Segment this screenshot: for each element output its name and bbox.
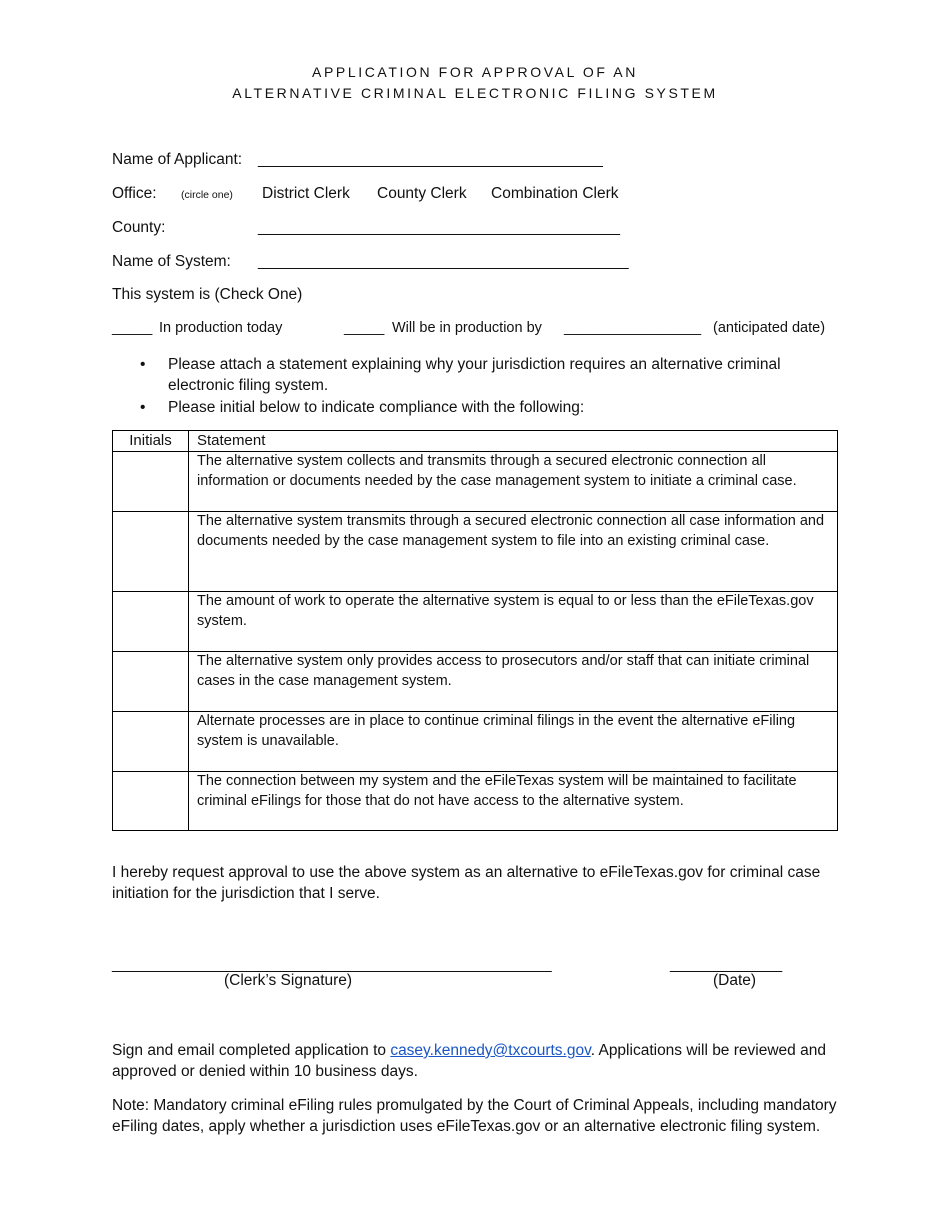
future-production-label: Will be in production by <box>392 320 542 336</box>
office-option-combination-clerk[interactable]: Combination Clerk <box>491 185 619 202</box>
document-title-line-1: APPLICATION FOR APPROVAL OF AN <box>312 64 638 80</box>
initials-cell[interactable] <box>113 712 189 772</box>
statement-column-header: Statement <box>189 431 838 452</box>
document-title-line-2: ALTERNATIVE CRIMINAL ELECTRONIC FILING SYSTEM <box>232 85 718 101</box>
clerk-signature-label: (Clerk’s Signature) <box>224 972 353 989</box>
system-name-label: Name of System: <box>112 253 231 270</box>
initials-cell[interactable] <box>113 772 189 831</box>
table-row <box>113 652 838 712</box>
initials-cell[interactable] <box>113 452 189 512</box>
office-hint: (circle one) <box>181 189 233 201</box>
in-production-today-label: In production today <box>159 320 283 336</box>
signature-date-label: (Date) <box>713 972 757 989</box>
office-label: Office: <box>112 185 157 202</box>
clerk-signature-field[interactable]: ___________________________________________________ <box>112 956 552 973</box>
approval-request-text: I hereby request approval to use the above system as an alternative to eFileTexas.gov for criminal case initiation for the jurisdiction that I serve. <box>112 864 821 902</box>
statement-cell: The alternative system collects and transmits through a secured electronic connection all information or documents needed by the case management system to initiate a criminal case. <box>189 452 838 512</box>
table-row <box>113 592 838 652</box>
check-one-label: This system is (Check One) <box>112 286 303 303</box>
initials-column-header: Initials <box>113 431 189 452</box>
signature-date-field[interactable]: _____________ <box>670 956 783 973</box>
in-production-today-checkbox[interactable]: _____ <box>112 320 153 336</box>
statement-cell: The connection between my system and the eFileTexas system will be maintained to facilitate criminal eFilings for those that do not have access to the alternative system. <box>189 772 838 831</box>
county-field[interactable]: __________________________________________ <box>258 219 621 236</box>
compliance-table <box>112 430 838 831</box>
initials-cell[interactable] <box>113 592 189 652</box>
county-label: County: <box>112 219 166 236</box>
table-row <box>113 452 838 512</box>
initials-cell[interactable] <box>113 512 189 592</box>
statement-cell: The alternative system transmits through a secured electronic connection all case information and documents needed by the case management system to file into an existing criminal case. <box>189 512 838 592</box>
future-production-checkbox[interactable]: _____ <box>344 320 385 336</box>
email-link[interactable]: casey.kennedy@txcourts.gov <box>390 1042 591 1059</box>
submission-instructions <box>112 1040 842 1082</box>
table-row <box>113 512 838 592</box>
list-item: • Please attach a statement explaining why your jurisdiction requires an alternative criminal electronic filing system. <box>140 354 840 396</box>
mandatory-efiling-note: Note: Mandatory criminal eFiling rules promulgated by the Court of Criminal Appeals, including mandatory eFiling dates, apply whether a jurisdiction uses eFileTexas.gov or an alternative electronic filing system. <box>112 1097 837 1135</box>
instructions-suffix: . Applications will be reviewed and approved or denied within 10 business days. <box>112 1042 826 1080</box>
initials-cell[interactable] <box>113 652 189 712</box>
table-header-row <box>113 431 838 452</box>
instructions-prefix: Sign and email completed application to <box>112 1042 391 1059</box>
table-row <box>113 772 838 831</box>
office-option-district-clerk[interactable]: District Clerk <box>262 185 350 202</box>
anticipated-date-field[interactable]: _________________ <box>564 320 702 336</box>
system-name-field[interactable]: ___________________________________________ <box>258 253 629 270</box>
statement-cell: The amount of work to operate the alternative system is equal to or less than the eFileTexas.gov system. <box>189 592 838 652</box>
statement-cell: Alternate processes are in place to continue criminal filings in the event the alternative eFiling system is unavailable. <box>189 712 838 772</box>
applicant-label: Name of Applicant: <box>112 151 243 168</box>
statement-cell: The alternative system only provides access to prosecutors and/or staff that can initiate criminal cases in the case management system. <box>189 652 838 712</box>
list-item: • Please initial below to indicate compliance with the following: <box>140 397 840 418</box>
instruction-list <box>140 354 840 418</box>
applicant-name-field[interactable]: ________________________________________ <box>258 151 603 168</box>
table-row <box>113 712 838 772</box>
anticipated-date-label: (anticipated date) <box>713 320 826 336</box>
office-option-county-clerk[interactable]: County Clerk <box>377 185 467 202</box>
